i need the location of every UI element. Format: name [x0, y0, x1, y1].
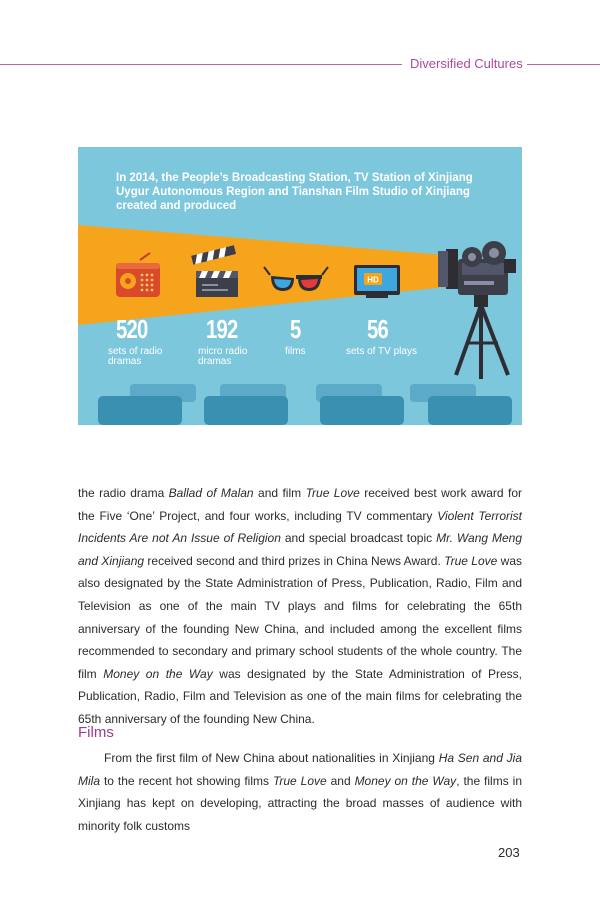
- stat-radio-dramas-label: sets of radio dramas: [108, 346, 163, 367]
- film-camera-icon: [438, 241, 516, 379]
- text-run: to the recent hot showing films: [100, 773, 273, 788]
- hd-tv-icon: [354, 265, 400, 298]
- italic-title: Mr. Wang Meng and Xinjiang: [78, 531, 523, 568]
- cinema-seats: [98, 396, 512, 425]
- running-header: Diversified Cultures: [410, 56, 523, 71]
- italic-title: Ha Sen and Jia Mila: [78, 751, 522, 788]
- text-run: received second and third prizes in China News Award.: [144, 553, 445, 568]
- text-run: and: [326, 773, 355, 788]
- body-paragraph: [78, 482, 522, 731]
- italic-title: Money on the Way: [354, 773, 457, 788]
- text-run: the radio drama: [78, 486, 169, 500]
- films-paragraph: [78, 747, 522, 837]
- italic-title: Ballad of Malan: [168, 486, 254, 500]
- text-run: and special broadcast topic: [280, 531, 437, 546]
- stat-films-number: 5: [290, 314, 301, 344]
- text-run: received best work award for the Five ‘One’ Project, and four works, including TV commentary: [78, 486, 523, 523]
- stat-radio-dramas-number: 520: [116, 314, 148, 344]
- italic-title: Money on the Way: [103, 666, 213, 681]
- text-run: , the films in Xinjiang has kept on developing, attracting the broad masses of audience with minority folk customs: [78, 773, 522, 833]
- stat-micro-radio-label: micro radio dramas: [198, 346, 248, 367]
- infographic: [78, 147, 522, 425]
- stat-films-label: films: [285, 346, 306, 357]
- header-rule-right: [527, 64, 600, 65]
- italic-title: True Love: [305, 486, 360, 500]
- text-run: From the first film of New China about nationalities in Xinjiang: [104, 751, 439, 765]
- infographic-caption: In 2014, the People’s Broadcasting Station, TV Station of Xinjiang Uygur Autonomous Region and Tianshan Film Studio of Xinjiang created and produced: [116, 172, 473, 212]
- hd-badge: HD: [367, 275, 379, 285]
- stat-tv-plays-number: 56: [367, 314, 388, 344]
- cinema-seat-backs: [130, 384, 476, 402]
- text-run: was also designated by the State Administration of Press, Publication, Radio, Film and Television as one of the main TV plays and films for celebrating the 65th anniversary of the founding New China, and included among the excellent films recommended to secondary and primary school students of the whole country. The film: [78, 553, 522, 681]
- italic-title: Violent Terrorist Incidents Are not An Issue of Religion: [78, 508, 522, 546]
- stat-micro-radio-number: 192: [206, 314, 238, 344]
- italic-title: True Love: [272, 773, 327, 788]
- text-run: was designated by the State Administration of Press, Publication, Radio, Film and Television as one of the main films for celebrating the 65th anniversary of the founding New China.: [78, 666, 522, 726]
- page-number: 203: [498, 845, 520, 860]
- header-rule-left: [0, 64, 402, 65]
- italic-title: True Love: [444, 553, 498, 568]
- stat-tv-plays-label: sets of TV plays: [346, 346, 417, 357]
- section-heading: Films: [78, 724, 114, 741]
- text-run: and film: [253, 486, 306, 500]
